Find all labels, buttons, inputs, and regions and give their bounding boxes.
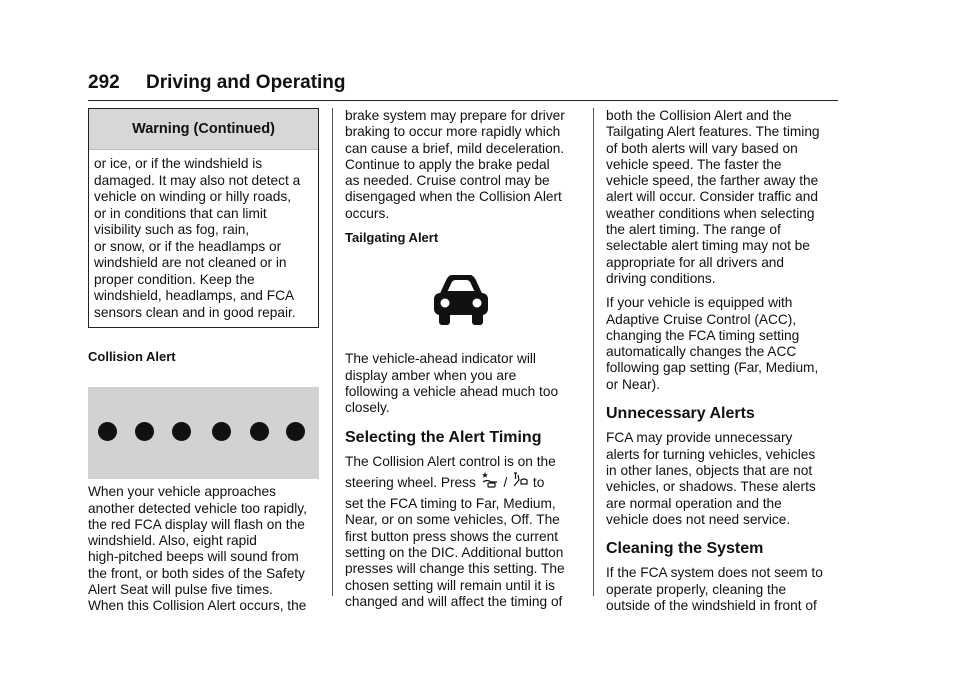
text-line: braking to occur more rapidly which bbox=[345, 124, 561, 140]
text-line: Alert Seat will pulse five times. bbox=[88, 582, 273, 598]
text-line: chosen setting will remain until it is bbox=[345, 577, 555, 593]
collision-alert-text bbox=[88, 484, 320, 614]
text-line: Tailgating Alert features. The timing bbox=[606, 124, 820, 140]
alert-light-icon bbox=[172, 422, 191, 441]
text-line: alert will occur. Consider traffic and bbox=[606, 189, 818, 205]
text-line: outside of the windshield in front of bbox=[606, 598, 817, 614]
column-divider-2 bbox=[593, 108, 594, 596]
text-line: The Collision Alert control is on the bbox=[345, 453, 556, 469]
text-line: vehicle does not need service. bbox=[606, 511, 791, 527]
text-line: are normal operation and the bbox=[606, 495, 782, 511]
text-line: If the FCA system does not seem to bbox=[606, 565, 823, 581]
text-line: Adaptive Cruise Control (ACC), bbox=[606, 311, 797, 327]
page-number: 292 bbox=[88, 72, 120, 93]
text-line: set the FCA timing to Far, Medium, bbox=[345, 496, 556, 512]
text-line: weather conditions when selecting bbox=[606, 205, 815, 221]
text-line: automatically changes the ACC bbox=[606, 344, 797, 360]
warning-title: Warning (Continued) bbox=[89, 109, 318, 150]
warning-line: windshield are not cleaned or in bbox=[94, 255, 287, 270]
text-line: brake system may prepare for driver bbox=[345, 108, 565, 123]
text-line: When this Collision Alert occurs, the bbox=[88, 598, 307, 614]
text-line: as needed. Cruise control may be bbox=[345, 173, 550, 189]
text-line: FCA may provide unnecessary bbox=[606, 430, 793, 446]
warning-line: or in conditions that can limit bbox=[94, 205, 267, 221]
text-line: following gap setting (Far, Medium, bbox=[606, 360, 819, 376]
text-line: Continue to apply the brake pedal bbox=[345, 156, 550, 172]
text-line: another detected vehicle too rapidly, bbox=[88, 500, 307, 516]
warning-line: windshield, headlamps, and FCA bbox=[94, 288, 295, 303]
text-line: operate properly, cleaning the bbox=[606, 581, 787, 597]
warning-line: vehicle on winding or hilly roads, bbox=[94, 189, 292, 204]
warning-line: sensors clean and in good repair. bbox=[94, 304, 296, 320]
text-line: driving conditions. bbox=[606, 270, 716, 286]
alert-timing-heading: Selecting the Alert Timing bbox=[345, 428, 542, 446]
text-line: vehicle speed, the farther away the bbox=[606, 173, 819, 189]
section-title: Driving and Operating bbox=[146, 72, 346, 93]
column-2 bbox=[345, 108, 580, 610]
warning-box bbox=[88, 108, 319, 328]
warning-line: damaged. It may also not detect a bbox=[94, 172, 301, 188]
tailgating-text bbox=[345, 351, 580, 416]
text-line: the front, or both sides of the Safety bbox=[88, 565, 305, 581]
text-line: disengaged when the Collision Alert bbox=[345, 189, 562, 205]
text-line: high-pitched beeps will sound from bbox=[88, 549, 299, 565]
text-line: presses will change this setting. The bbox=[345, 561, 565, 577]
timing-paragraph bbox=[606, 108, 842, 287]
collision-alert-button-icon bbox=[480, 471, 500, 489]
warning-line: or ice, or if the windshield is bbox=[94, 156, 263, 171]
page-header bbox=[88, 70, 838, 101]
unnecessary-alerts-text bbox=[606, 430, 842, 528]
text-line: windshield. Also, eight rapid bbox=[88, 533, 257, 549]
text-fragment: steering wheel. Press bbox=[345, 475, 476, 491]
cleaning-system-text bbox=[606, 565, 842, 614]
warning-line: proper condition. Keep the bbox=[94, 271, 255, 287]
column-divider-1 bbox=[332, 108, 333, 596]
brake-paragraph bbox=[345, 108, 580, 222]
column-3 bbox=[606, 108, 842, 614]
collision-alert-heading: Collision Alert bbox=[88, 349, 176, 364]
text-line: closely. bbox=[345, 400, 390, 416]
unnecessary-alerts-heading: Unnecessary Alerts bbox=[606, 405, 755, 423]
text-line: can cause a brief, mild deceleration. bbox=[345, 140, 565, 156]
alert-light-icon bbox=[250, 422, 269, 441]
text-line: occurs. bbox=[345, 205, 390, 221]
alert-light-icon bbox=[135, 422, 154, 441]
text-line: setting on the DIC. Additional button bbox=[345, 545, 564, 561]
text-line: the alert timing. The range of bbox=[606, 222, 781, 238]
text-line: vehicles, or shadows. These alerts bbox=[606, 479, 816, 495]
alert-light-icon bbox=[98, 422, 117, 441]
text-line: The vehicle-ahead indicator will bbox=[345, 351, 536, 367]
text-line: or Near). bbox=[606, 376, 661, 392]
text-line: of both alerts will vary based on bbox=[606, 140, 798, 156]
text-line: vehicle speed. The faster the bbox=[606, 156, 782, 172]
alert-timing-text bbox=[345, 454, 580, 610]
text-line: first button press shows the current bbox=[345, 528, 559, 544]
text-line: Near, or on some vehicles, Off. The bbox=[345, 512, 560, 528]
text-fragment: to bbox=[532, 475, 545, 491]
vehicle-ahead-figure bbox=[345, 246, 580, 351]
text-line: changing the FCA timing setting bbox=[606, 327, 800, 343]
text-line: changed and will affect the timing of bbox=[345, 593, 563, 609]
collision-alert-lights-image bbox=[88, 387, 319, 479]
text-line: in other lanes, objects that are not bbox=[606, 462, 813, 478]
alert-light-icon bbox=[212, 422, 231, 441]
text-line: both the Collision Alert and the bbox=[606, 108, 792, 123]
column-1 bbox=[88, 108, 320, 615]
cleaning-system-heading: Cleaning the System bbox=[606, 540, 764, 558]
text-line: If your vehicle is equipped with bbox=[606, 295, 793, 311]
text-line: alerts for turning vehicles, vehicles bbox=[606, 446, 816, 462]
tailgating-button-icon bbox=[511, 471, 529, 489]
text-line: appropriate for all drivers and bbox=[606, 254, 785, 270]
alert-light-icon bbox=[286, 422, 305, 441]
text-line: the red FCA display will flash on the bbox=[88, 516, 305, 532]
text-line: When your vehicle approaches bbox=[88, 484, 276, 500]
warning-body bbox=[89, 150, 318, 327]
text-fragment: / bbox=[503, 475, 508, 491]
text-line: selectable alert timing may not be bbox=[606, 238, 810, 254]
acc-paragraph bbox=[606, 295, 842, 393]
tailgating-alert-heading: Tailgating Alert bbox=[345, 230, 439, 246]
text-line: following a vehicle ahead much too bbox=[345, 383, 559, 399]
warning-line: or snow, or if the headlamps or bbox=[94, 238, 282, 254]
warning-line: visibility such as fog, rain, bbox=[94, 222, 250, 237]
vehicle-ahead-icon bbox=[431, 275, 491, 327]
text-line: display amber when you are bbox=[345, 367, 517, 383]
press-buttons-line bbox=[345, 470, 580, 496]
